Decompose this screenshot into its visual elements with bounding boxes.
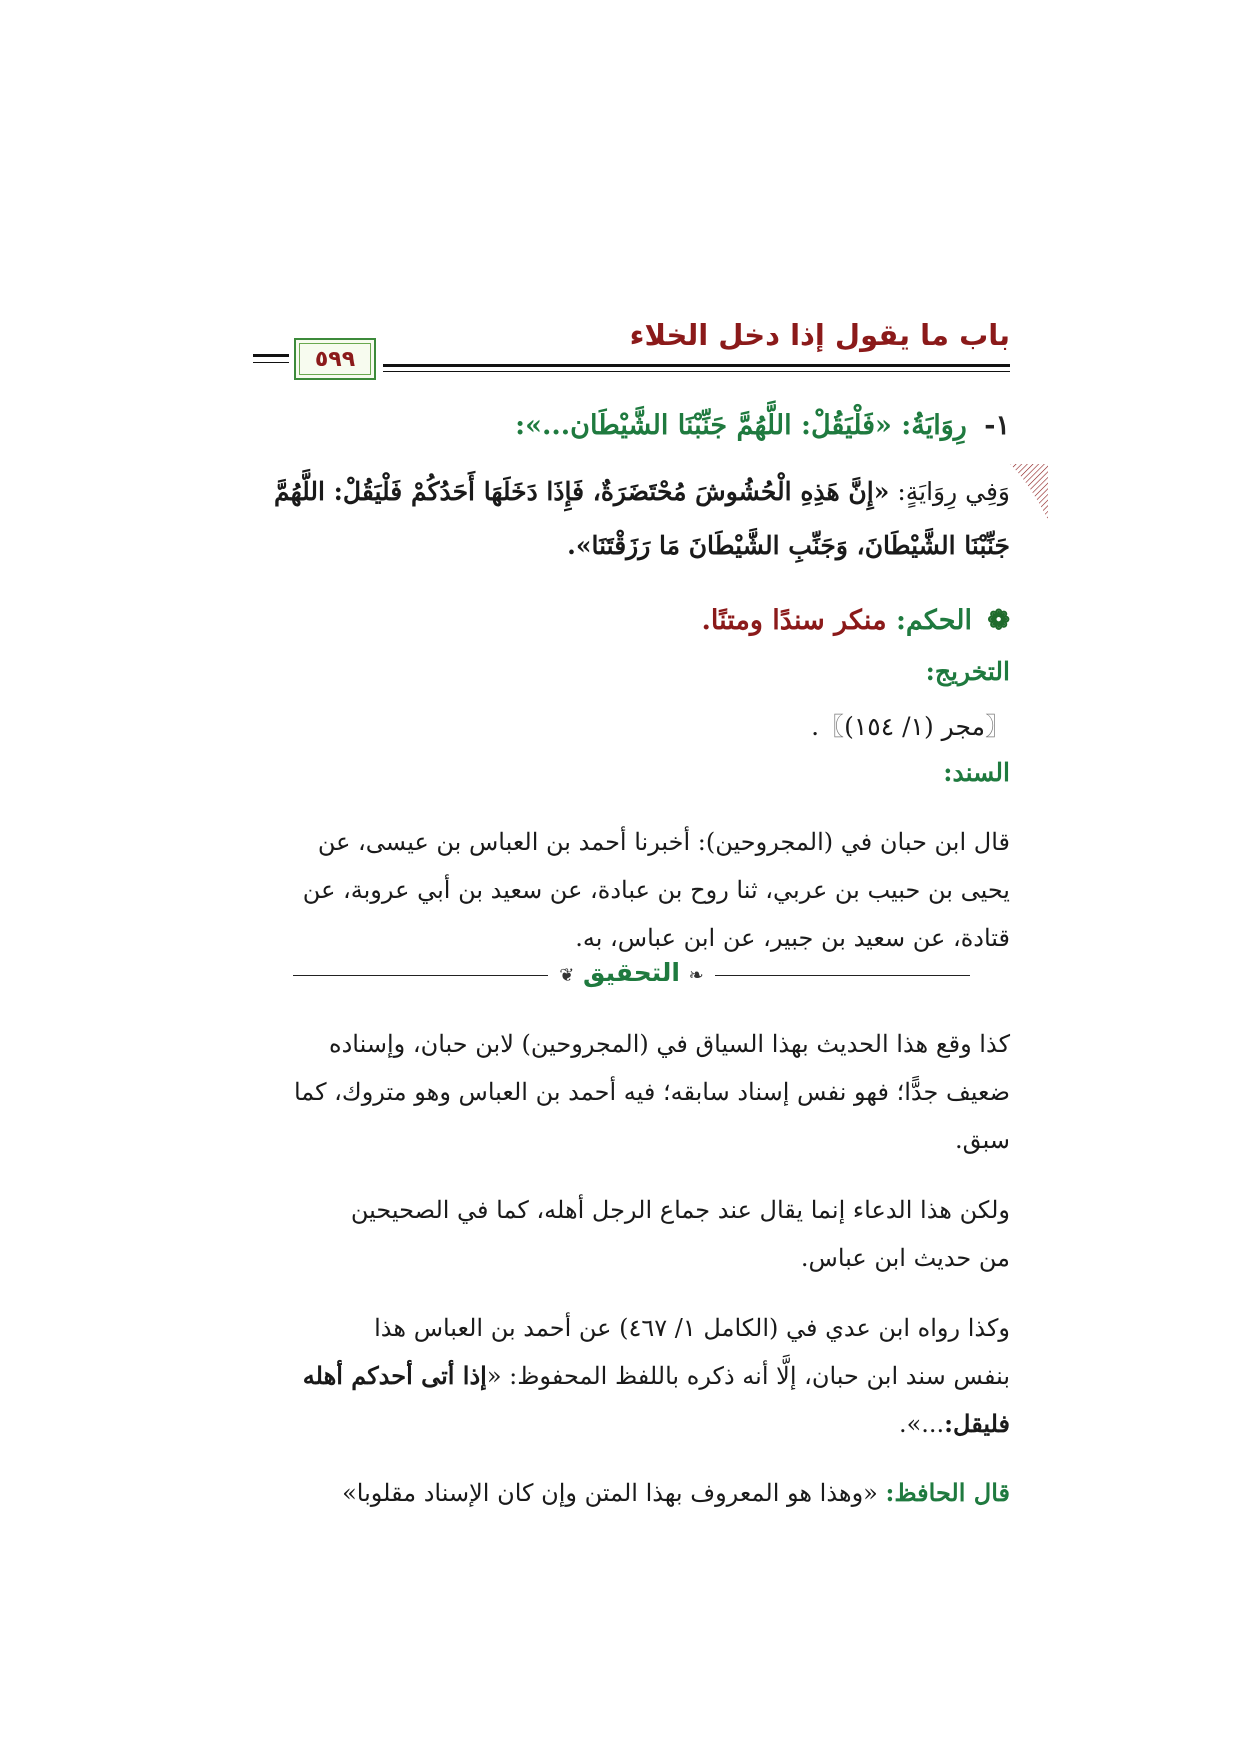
item-heading	[515, 410, 1010, 441]
tahqiq-paragraph-3	[230, 1304, 1010, 1448]
takhrij-label: التخريج:	[925, 657, 1010, 686]
hafiz-label: قال الحافظ:	[885, 1478, 1010, 1507]
narration-intro: وَفِي رِوَايَةٍ:	[897, 477, 1010, 506]
quoted-bold-text: فليقل:	[944, 1409, 1010, 1438]
header-rule-left-thin	[253, 362, 289, 363]
reference-open-bracket: 〖	[984, 712, 1010, 741]
paragraph-line: كذا وقع هذا الحديث بهذا السياق في (المجروحين) لابن حبان، وإسناده	[329, 1030, 1010, 1058]
hafiz-quote: «وهذا هو المعروف بهذا المتن وإن كان الإسناد مقلوبا»	[342, 1479, 878, 1507]
sanad-line: يحيى بن حبيب بن عربي، ثنا روح بن عبادة، عن سعيد بن أبي عروبة، عن	[302, 876, 1010, 904]
narration-text-line2: جَنِّبْنَا الشَّيْطَانَ، وَجَنِّبِ الشَّيْطَانَ مَا رَزَقْتَنَا».	[567, 531, 1010, 560]
header-rule-thin	[383, 371, 1010, 372]
sanad-line: قال ابن حبان في (المجروحين): أخبرنا أحمد بن العباس بن عيسى، عن	[317, 828, 1010, 856]
hafiz-quote-line	[342, 1478, 1010, 1507]
paragraph-line: ولكن هذا الدعاء إنما يقال عند جماع الرجل أهله، كما في الصحيحين	[350, 1196, 1010, 1224]
reference-text: مجر (١/ ١٥٤)	[844, 712, 985, 741]
reference-close-bracket: 〗	[819, 712, 845, 741]
tahqiq-paragraph-2	[230, 1186, 1010, 1282]
narration-text-line1: «إِنَّ هَذِهِ الْحُشُوشَ مُحْتَضَرَةٌ، فَإِذَا دَخَلَهَا أَحَدُكُمْ فَلْيَقُلْ: اللَّهُمَّ	[273, 477, 890, 506]
page-header	[253, 318, 1010, 388]
header-rule-thick	[383, 364, 1010, 367]
sanad-line: قتادة، عن سعيد بن جبير، عن ابن عباس، به.	[575, 924, 1010, 952]
paragraph-text: ...».	[898, 1410, 945, 1438]
paragraph-line	[230, 1352, 1010, 1400]
header-rule-left-thick	[253, 354, 289, 357]
reference-end: .	[811, 712, 820, 741]
corner-ornament-icon	[1010, 464, 1048, 520]
narration-block	[255, 465, 1010, 573]
tahqiq-label: التحقيق	[583, 958, 680, 987]
quoted-bold-text: إذا أتى أحدكم أهله	[302, 1361, 487, 1390]
item-heading-text: رِوَايَةُ: «فَلْيَقُلْ: اللَّهُمَّ جَنِّبْنَا الشَّيْطَان...»:	[515, 410, 967, 441]
item-number: ١-	[984, 410, 1010, 441]
ruling-label: الحكم:	[895, 605, 972, 636]
takhrij-reference	[811, 707, 1010, 743]
paragraph-line: من حديث ابن عباس.	[800, 1244, 1010, 1272]
paragraph-line: وكذا رواه ابن عدي في (الكامل ١/ ٤٦٧) عن أحمد بن العباس هذا	[374, 1314, 1010, 1342]
page-number: ٥٩٩	[314, 346, 356, 372]
ruling-value: منكر سندًا ومتنًا.	[701, 605, 887, 636]
sanad-label: السند:	[943, 758, 1010, 787]
ruling-line	[701, 605, 1010, 636]
paragraph-line: ضعيف جدًّا؛ فهو نفس إسناد سابقه؛ فيه أحمد بن العباس وهو متروك، كما	[293, 1078, 1010, 1106]
page-number-box	[294, 338, 376, 380]
ornament-right-icon: ❧	[688, 965, 704, 986]
paragraph-line	[230, 1400, 1010, 1448]
tahqiq-heading	[253, 958, 1010, 987]
tahqiq-paragraph-1	[230, 1020, 1010, 1164]
paragraph-line: سبق.	[955, 1126, 1010, 1154]
rosette-icon: ❁	[987, 605, 1010, 636]
paragraph-text: بنفس سند ابن حبان، إلَّا أنه ذكره باللفظ المحفوظ: «	[486, 1362, 1010, 1390]
chapter-title: باب ما يقول إذا دخل الخلاء	[629, 318, 1010, 352]
sanad-text	[230, 818, 1010, 962]
tahqiq-separator	[253, 958, 1010, 992]
ornament-left-icon: ❦	[559, 965, 575, 986]
